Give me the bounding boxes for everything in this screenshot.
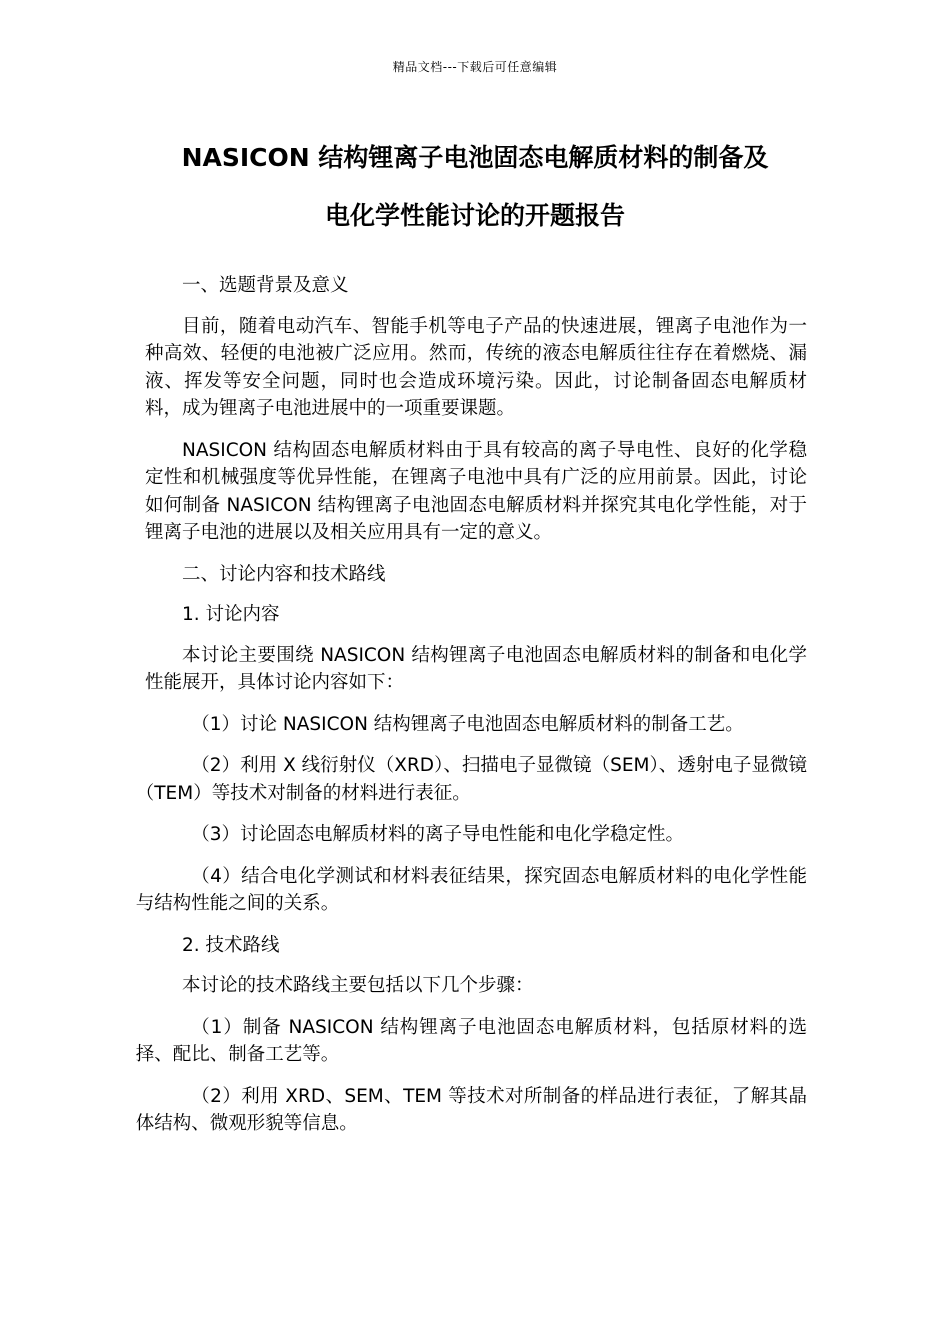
list-item-content-3: （3）讨论固态电解质材料的离子导电性能和电化学稳定性。 [191,824,685,845]
list-item-content-2: （2）利用 X 线衍射仪（XRD）、扫描电子显微镜（SEM）、透射电子显微镜（TEM）等技术对制备的材料进行表征。 [135,755,807,804]
subsection-heading-route: 2. 技术路线 [182,934,280,956]
paragraph-content-intro: 本讨论主要围绕 NASICON 结构锂离子电池固态电解质材料的制备和电化学性能展开，具体讨论内容如下： [145,644,807,693]
list-item-route-2: （2）利用 XRD、SEM、TEM 等技术对所制备的样品进行表征，了解其晶体结构、微观形貌等信息。 [135,1085,807,1134]
section-heading-research: 二、讨论内容和技术路线 [182,563,386,585]
subsection-heading-content: 1. 讨论内容 [182,604,280,625]
list-item-content-4: （4）结合电化学测试和材料表征结果，探究固态电解质材料的电化学性能与结构性能之间的关系。 [135,865,807,914]
header-note: 精品文档---下载后可任意编辑 [392,60,558,74]
paragraph-route-intro: 本讨论的技术路线主要包括以下几个步骤： [182,975,534,996]
section-heading-background: 一、选题背景及意义 [182,275,349,296]
document-body [135,272,807,1152]
document-title-line-2: 电化学性能讨论的开题报告 [324,201,625,230]
list-item-content-1: （1）讨论 NASICON 结构锂离子电池固态电解质材料的制备工艺。 [191,713,744,735]
document-title-line-1: NASICON 结构锂离子电池固态电解质材料的制备及 [181,143,769,172]
paragraph-background-1: 目前，随着电动汽车、智能手机等电子产品的快速进展，锂离子电池作为一种高效、轻便的电池被广泛应用。然而，传统的液态电解质往往存在着燃烧、漏液、挥发等安全问题，同时也会造成环境污染。因此，讨论制备固态电解质材料，成为锂离子电池进展中的一项重要课题。 [145,315,807,419]
list-item-route-1: （1）制备 NASICON 结构锂离子电池固态电解质材料，包括原材料的选择、配比、制备工艺等。 [135,1016,807,1065]
paragraph-background-2: NASICON 结构固态电解质材料由于具有较高的离子导电性、良好的化学稳定性和机械强度等优异性能，在锂离子电池中具有广泛的应用前景。因此，讨论如何制备 NASICON 结构锂离子电池固态电解质材料并探究其电化学性能，对于锂离子电池的进展以及相关应用具有一定的意义。 [145,439,807,543]
